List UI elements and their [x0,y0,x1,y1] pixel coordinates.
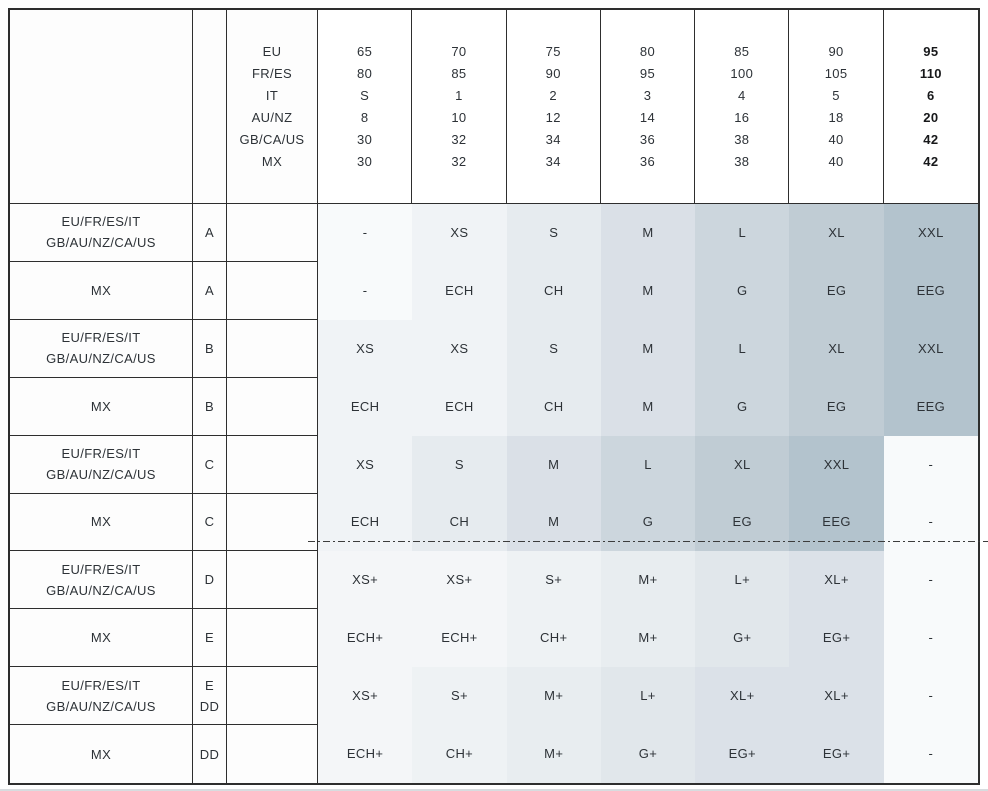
size-value: CH [543,398,564,414]
size-cell [507,436,601,494]
size-cell [789,725,883,783]
band-size-value: 30 [357,131,373,147]
region-label: EU/FR/ES/IT [61,330,141,346]
cup-letter: B [204,398,215,414]
header-size-column-6 [884,10,978,204]
size-value: CH [449,514,470,530]
band-size-value: 20 [923,109,939,125]
size-cell [789,609,883,667]
cup-letter: D [204,572,215,588]
size-value: EG [732,514,753,530]
region-system-label: EU [262,43,282,59]
size-value: EG [826,282,847,298]
row-region-label-cell [10,378,193,436]
row-cup-size-cell [193,609,227,667]
band-size-value: S [360,87,370,103]
size-cell [412,262,506,320]
row-spacer-cell [227,436,318,494]
row-spacer-cell [227,204,318,262]
size-value: ECH+ [346,630,384,646]
size-value: S [549,340,559,356]
band-size-value: 65 [357,43,373,59]
size-cell [884,551,978,609]
size-value: M [548,456,560,472]
row-region-label-cell [10,204,193,262]
size-cell [601,320,695,378]
region-label: GB/AU/NZ/CA/US [46,698,156,714]
region-label: GB/AU/NZ/CA/US [46,582,156,598]
size-value: M+ [544,688,564,704]
size-value: ECH [350,514,380,530]
size-value: XS+ [352,572,379,588]
band-size-value: 3 [643,87,652,103]
size-value: S+ [545,572,563,588]
size-cell [601,609,695,667]
size-value: ECH+ [441,630,478,646]
size-cell [507,725,601,783]
size-cell [695,725,789,783]
size-value: L [644,456,652,472]
size-value: CH+ [445,746,474,762]
size-cell [601,725,695,783]
row-region-label-cell [10,262,193,320]
size-cell [318,609,412,667]
band-size-value: 38 [734,153,750,169]
band-size-value: 12 [545,109,561,125]
size-cell [695,204,789,262]
band-size-value: 90 [828,43,844,59]
size-cell [601,494,695,552]
row-cup-size-cell [193,262,227,320]
size-cell [412,551,506,609]
region-label: GB/AU/NZ/CA/US [46,467,156,483]
band-size-value: 85 [734,43,750,59]
band-size-value: 42 [923,131,939,147]
size-cell [412,725,506,783]
size-cell [601,378,695,436]
region-system-label: FR/ES [251,65,293,81]
size-value: - [362,282,368,298]
band-size-value: 80 [639,43,656,59]
size-cell [412,667,506,725]
size-value: S [454,456,464,472]
size-cell [884,262,978,320]
size-cell [601,436,695,494]
size-cell [695,378,789,436]
region-label: MX [90,630,112,646]
region-label: GB/AU/NZ/CA/US [46,235,156,251]
size-value: M [548,514,560,530]
size-value: M+ [544,746,564,762]
size-cell [507,494,601,552]
region-system-label: GB/CA/US [239,131,305,147]
band-size-value: 36 [639,153,656,169]
row-region-label-cell [10,667,193,725]
size-value: XL [733,456,751,472]
size-cell [695,262,789,320]
band-size-value: 2 [549,87,557,103]
size-value: ECH [445,282,474,298]
row-spacer-cell [227,725,318,783]
size-cell [507,667,601,725]
size-cell [884,667,978,725]
band-size-value: 85 [451,65,467,81]
cup-letter: E [204,630,215,646]
size-value: XS+ [352,688,379,704]
row-spacer-cell [227,494,318,552]
size-value: M [642,282,654,298]
row-cup-size-cell [193,494,227,552]
size-value: XL+ [824,688,849,704]
region-label: MX [90,398,112,414]
region-system-label: MX [261,153,283,169]
size-value: EEG [916,398,946,414]
row-spacer-cell [227,262,318,320]
size-cell [695,494,789,552]
size-cell [318,378,412,436]
row-cup-size-cell [193,551,227,609]
size-cell [318,204,412,262]
row-spacer-cell [227,609,318,667]
region-label: EU/FR/ES/IT [61,561,141,577]
region-label: EU/FR/ES/IT [61,214,141,230]
size-value: - [362,224,368,240]
region-label: EU/FR/ES/IT [61,446,141,462]
band-size-value: 32 [451,153,467,169]
size-cell [789,320,883,378]
band-size-value: 32 [451,131,467,147]
row-cup-size-cell [193,436,227,494]
row-cup-size-cell [193,725,227,783]
size-value: G+ [733,630,752,646]
band-size-value: 14 [639,109,656,125]
size-value: S+ [450,688,468,704]
row-cup-size-cell [193,204,227,262]
size-value: XS+ [446,572,473,588]
header-size-column-1 [412,10,506,204]
row-spacer-cell [227,667,318,725]
band-size-value: 34 [545,131,561,147]
cup-letter: B [204,340,215,356]
size-value: L+ [640,688,656,704]
region-label: MX [90,746,112,762]
size-value: - [928,514,934,530]
cup-letter: A [204,282,215,298]
size-value: EG+ [822,630,851,646]
size-cell [507,378,601,436]
header-region-system-labels [227,10,318,204]
size-cell [789,551,883,609]
size-cell [318,494,412,552]
size-cell [601,667,695,725]
band-size-value: 70 [451,43,467,59]
band-size-value: 95 [923,43,939,59]
size-cell [695,609,789,667]
size-cell [789,262,883,320]
band-size-value: 42 [923,153,939,169]
cup-letter: E [204,677,215,693]
size-cell [507,320,601,378]
band-size-value: 6 [927,87,935,103]
size-cell [318,262,412,320]
size-cell [884,725,978,783]
band-size-value: 34 [545,153,561,169]
size-cell [507,609,601,667]
region-label: MX [90,282,112,298]
size-cell [695,667,789,725]
size-cell [412,436,506,494]
band-size-value: 8 [360,109,369,125]
size-value: L [738,340,747,356]
size-value: EG [826,398,847,414]
band-size-value: 36 [639,131,656,147]
size-cell [695,551,789,609]
band-size-value: 90 [545,65,561,81]
size-cell [318,320,412,378]
size-value: XXL [918,340,944,356]
row-region-label-cell [10,436,193,494]
band-size-value: 95 [639,65,656,81]
band-size-value: 4 [737,87,746,103]
size-value: M [642,340,654,356]
size-cell [789,204,883,262]
size-cell [884,204,978,262]
size-cell [789,378,883,436]
size-value: M+ [638,630,658,646]
size-value: M [642,398,654,414]
size-cell [318,725,412,783]
size-cell [318,436,412,494]
size-value: ECH+ [346,746,384,762]
region-label: EU/FR/ES/IT [61,677,141,693]
band-size-value: 105 [824,65,848,81]
size-cell [884,436,978,494]
size-cell [507,262,601,320]
size-value: EEG [822,514,851,530]
band-size-value: 40 [828,153,844,169]
size-value: M [642,224,654,240]
header-size-column-3 [601,10,695,204]
band-size-value: 40 [828,131,844,147]
size-cell [412,204,506,262]
band-size-value: 30 [357,153,373,169]
band-size-value: 100 [730,65,754,81]
region-label: MX [90,514,112,530]
size-value: XS [450,340,469,356]
size-value: S [549,224,559,240]
cup-letter: A [204,224,215,240]
size-cell [884,609,978,667]
row-region-label-cell [10,609,193,667]
size-cell [507,204,601,262]
size-value: XL+ [730,688,755,704]
band-size-value: 80 [357,65,373,81]
row-spacer-cell [227,378,318,436]
row-region-label-cell [10,320,193,378]
region-system-label: AU/NZ [251,109,293,125]
size-cell [695,320,789,378]
size-cell [601,262,695,320]
size-value: XS [450,224,469,240]
size-value: G [642,514,654,530]
size-cell [318,667,412,725]
size-value: - [928,456,934,472]
row-spacer-cell [227,551,318,609]
size-value: G+ [638,746,658,762]
size-conversion-table [8,8,980,785]
header-cup-corner-cell [193,10,227,204]
size-value: CH+ [539,630,568,646]
size-cell [412,320,506,378]
size-value: XL [828,224,845,240]
size-value: G [737,398,748,414]
size-value: - [928,688,934,704]
region-label: GB/AU/NZ/CA/US [46,351,156,367]
size-value: XS [356,340,375,356]
size-value: ECH [445,398,474,414]
header-size-column-5 [789,10,883,204]
size-value: XS [356,456,375,472]
size-value: CH [543,282,564,298]
size-cell [318,551,412,609]
size-value: L+ [734,572,751,588]
row-region-label-cell [10,494,193,552]
band-size-value: 18 [828,109,844,125]
header-size-column-2 [507,10,601,204]
cup-letter: C [204,456,215,472]
size-value: XXL [823,456,850,472]
band-size-value: 110 [919,65,942,81]
band-size-value: 10 [451,109,467,125]
row-cup-size-cell [193,378,227,436]
plus-sizes-dashed-divider [308,541,988,542]
cup-letter: C [204,514,215,530]
size-value: M+ [638,572,658,588]
row-cup-size-cell [193,320,227,378]
size-cell [789,494,883,552]
band-size-value: 1 [455,87,463,103]
size-cell [412,609,506,667]
size-cell [601,551,695,609]
band-size-value: 38 [734,131,750,147]
size-value: - [928,630,934,646]
size-cell [695,436,789,494]
header-size-column-4 [695,10,789,204]
size-value: EG+ [822,746,851,762]
size-value: EEG [916,282,946,298]
size-value: XL+ [824,572,849,588]
size-value: L [738,224,747,240]
size-value: G [737,282,748,298]
size-value: XL [828,340,845,356]
header-corner-cell [10,10,193,204]
size-cell [412,494,506,552]
band-size-value: 75 [545,43,561,59]
size-value: - [928,746,934,762]
row-cup-size-cell [193,667,227,725]
row-region-label-cell [10,551,193,609]
size-cell [789,667,883,725]
size-value: ECH [350,398,380,414]
size-cell [884,320,978,378]
size-cell [601,204,695,262]
size-cell [412,378,506,436]
region-system-label: IT [265,87,279,103]
size-cell [884,494,978,552]
cup-letter: DD [199,698,220,714]
size-value: XXL [918,224,944,240]
size-cell [884,378,978,436]
cup-letter: DD [199,746,220,762]
size-cell [789,436,883,494]
band-size-value: 16 [734,109,750,125]
size-value: EG+ [728,746,756,762]
band-size-value: 5 [832,87,840,103]
header-size-column-0 [318,10,412,204]
size-cell [507,551,601,609]
row-spacer-cell [227,320,318,378]
size-value: - [928,572,934,588]
row-region-label-cell [10,725,193,783]
